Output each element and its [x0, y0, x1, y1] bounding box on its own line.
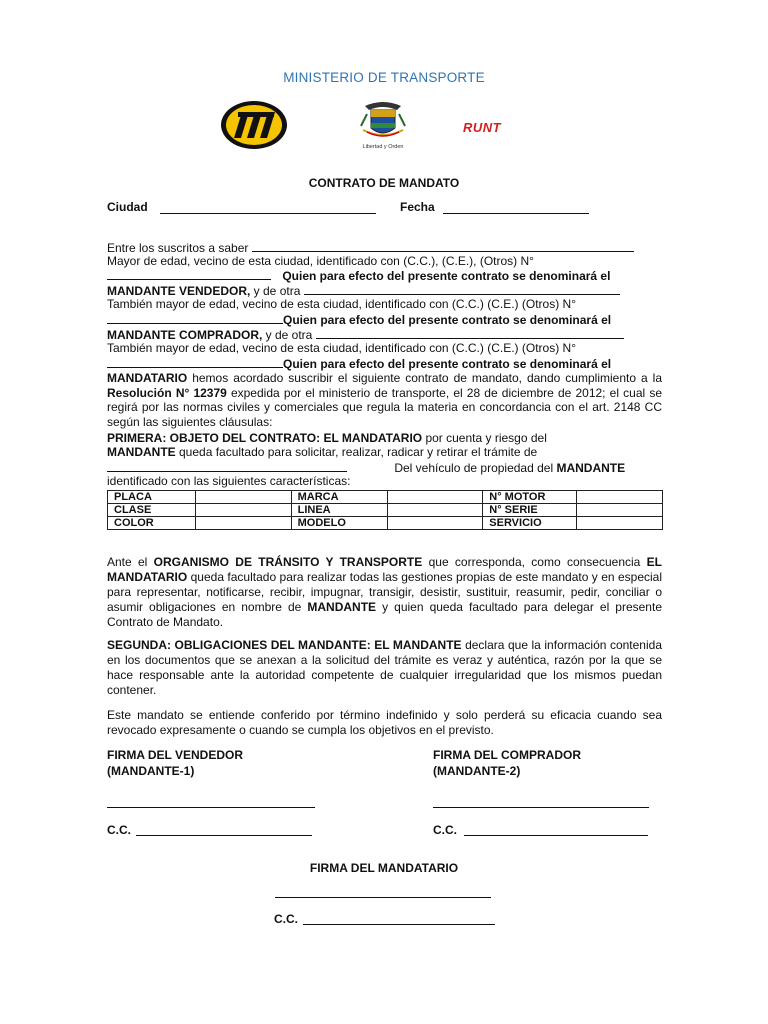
party1-id-input[interactable]: [107, 268, 271, 280]
comprador-cc-label: C.C.: [433, 823, 457, 837]
parties-line-4: MANDANTE VENDEDOR, y de otra: [107, 283, 620, 298]
vendedor-cc-label: C.C.: [107, 823, 131, 837]
table-cell: PLACA: [108, 491, 196, 504]
table-cell: SERVICIO: [483, 517, 577, 530]
clause-segunda: SEGUNDA: OBLIGACIONES DEL MANDANTE: EL MANDANTE declara que la información contenida en los documentos que se anexan a la solicitud del trámite es veraz y auténtica, razón por la que se hace responsable ante la autoridad competente de cualquier irregularidad que los mismos puedan contener.: [107, 638, 662, 697]
comprador-cc-input[interactable]: [464, 834, 648, 836]
mandatario-cc-input[interactable]: [303, 923, 495, 925]
table-cell: CLASE: [108, 504, 196, 517]
mandatario-signature-label: FIRMA DEL MANDATARIO: [309, 861, 459, 875]
colombia-coat-of-arms: [355, 100, 411, 156]
vehicle-table: [107, 490, 663, 530]
linea-input[interactable]: [387, 504, 483, 517]
party1-name-input[interactable]: [252, 240, 634, 252]
parties-line-1: Entre los suscritos a saber: [107, 240, 634, 255]
fecha-label: Fecha: [400, 200, 435, 214]
parties-line-9: Quien para efecto del presente contrato se denominará el: [107, 356, 611, 371]
mandatario-signature-line[interactable]: [275, 896, 491, 898]
party2-id-input[interactable]: [107, 312, 283, 324]
table-cell: N° MOTOR: [483, 491, 577, 504]
clause-primera-line-2: MANDANTE queda facultado para solicitar, realizar, radicar y retirar el trámite de: [107, 445, 538, 459]
motor-input[interactable]: [577, 491, 663, 504]
runt-logo: RUNT: [463, 120, 502, 135]
mandatario-paragraph: MANDATARIO hemos acordado suscribir el siguiente contrato de mandato, dando cumplimiento a la Resolución N° 12379 expedida por el ministerio de transporte, el 28 de diciembre de 2012; el cual se regirá por las normas civiles y comerciales que regula la materia en concordancia con el art. 2148 CC según las siguientes cláusulas:: [107, 371, 662, 429]
table-row: [108, 491, 663, 504]
servicio-input[interactable]: [577, 517, 663, 530]
placa-input[interactable]: [195, 491, 291, 504]
clause-primera-line-3: Del vehículo de propiedad del MANDANTE: [107, 460, 625, 475]
ministry-title: MINISTERIO DE TRANSPORTE: [283, 70, 485, 85]
escudo-caption: Libertad y Orden: [362, 144, 404, 150]
parties-line-7: MANDANTE COMPRADOR, y de otra: [107, 327, 624, 342]
table-row: [108, 504, 663, 517]
clase-input[interactable]: [195, 504, 291, 517]
parties-line-8: También mayor de edad, vecino de esta ciudad, identificado con (C.C.) (C.E.) (Otros) N°: [107, 341, 577, 355]
parties-line-2: Mayor de edad, vecino de esta ciudad, identificado con (C.C.), (C.E.), (Otros) N°: [107, 254, 534, 268]
ministerio-transporte-logo: [220, 100, 288, 150]
parties-line-3: Quien para efecto del presente contrato se denominará el: [107, 268, 610, 283]
parties-line-6: Quien para efecto del presente contrato se denominará el: [107, 312, 611, 327]
vendedor-signature-label: FIRMA DEL VENDEDOR (MANDANTE-1): [107, 748, 244, 778]
comprador-signature-label: FIRMA DEL COMPRADOR (MANDANTE-2): [433, 748, 581, 778]
vigencia-paragraph: Este mandato se entiende conferido por término indefinido y solo perderá su eficacia cuando sea revocado expresamente o cuando se cumpla los objetivos en el previsto.: [107, 708, 662, 737]
modelo-input[interactable]: [387, 517, 483, 530]
table-cell: LINEA: [291, 504, 387, 517]
table-row: [108, 517, 663, 530]
fecha-input[interactable]: [443, 200, 589, 214]
clause-primera-line-1: PRIMERA: OBJETO DEL CONTRATO: EL MANDATARIO por cuenta y riesgo del: [107, 431, 547, 445]
color-input[interactable]: [195, 517, 291, 530]
table-cell: COLOR: [108, 517, 196, 530]
table-cell: N° SERIE: [483, 504, 577, 517]
marca-input[interactable]: [387, 491, 483, 504]
vendedor-cc-input[interactable]: [136, 834, 312, 836]
party2-name-input[interactable]: [304, 283, 620, 295]
organismo-paragraph: Ante el ORGANISMO DE TRÁNSITO Y TRANSPORTE que corresponda, como consecuencia EL MANDATARIO queda facultado para realizar todas las gestiones propias de este mandato y en especial para representar, notificarse, recibir, impugnar, transigir, desistir, sustituir, reasumir, pedir, conciliar o asumir obligaciones en nombre de MANDANTE y quien queda facultado para delegar el presente Contrato de Mandato.: [107, 555, 662, 629]
parties-line-5: También mayor de edad, vecino de esta ciudad, identificado con (C.C.) (C.E.) (Otros) N°: [107, 297, 577, 311]
vendedor-signature-line[interactable]: [107, 806, 315, 808]
clause-primera-line-4: identificado con las siguientes características:: [107, 474, 351, 488]
serie-input[interactable]: [577, 504, 663, 517]
party3-name-input[interactable]: [316, 327, 624, 339]
party3-id-input[interactable]: [107, 356, 283, 368]
tramite-input[interactable]: [107, 460, 347, 472]
table-cell: MODELO: [291, 517, 387, 530]
ciudad-label: Ciudad: [107, 200, 148, 214]
comprador-signature-line[interactable]: [433, 806, 649, 808]
ciudad-input[interactable]: [160, 200, 376, 214]
document-title: CONTRATO DE MANDATO: [308, 176, 460, 190]
table-cell: MARCA: [291, 491, 387, 504]
mandatario-cc-label: C.C.: [274, 912, 298, 926]
